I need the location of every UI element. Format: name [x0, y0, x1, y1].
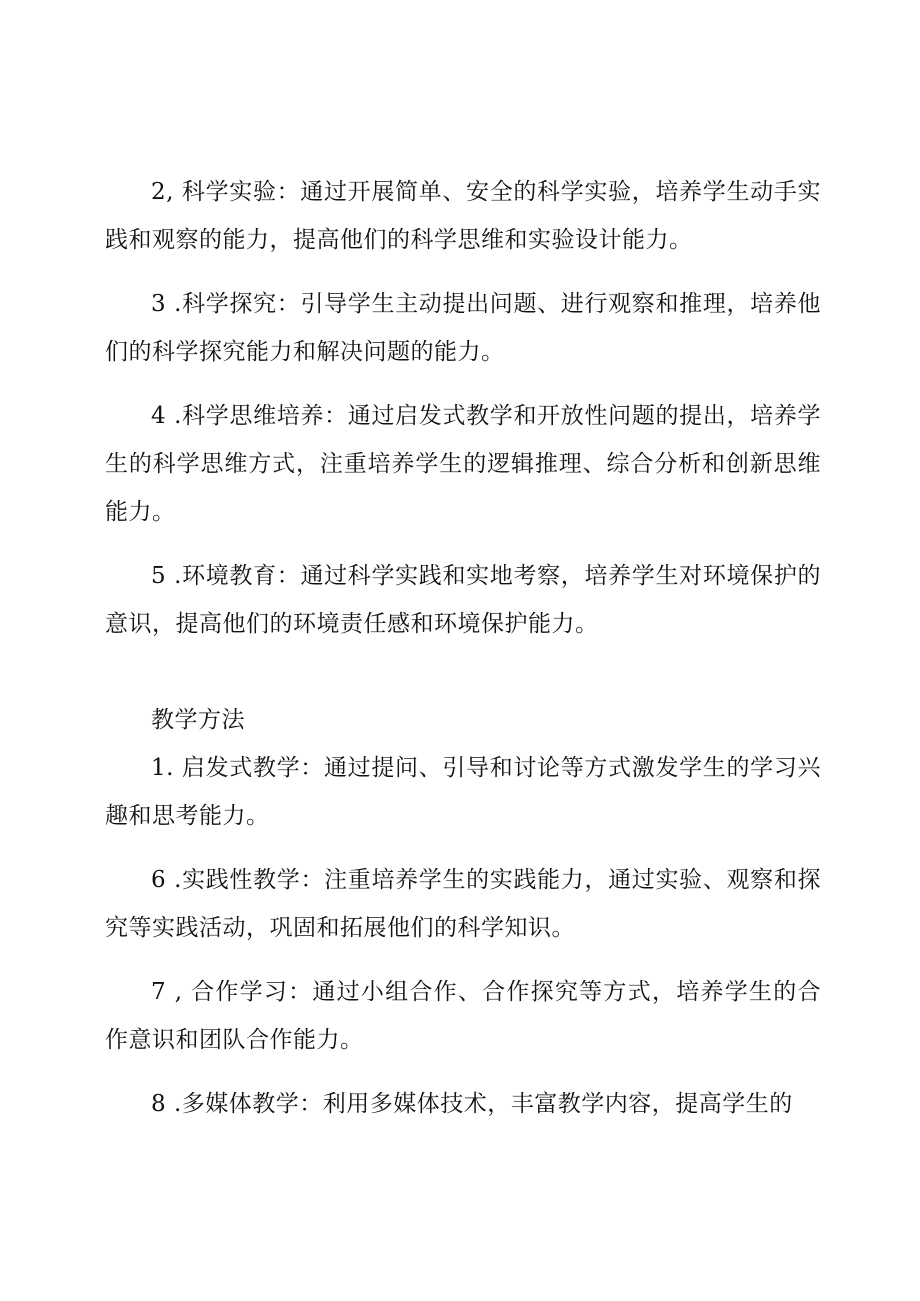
paragraph-multimedia-teaching: 8 .多媒体教学：利用多媒体技术，丰富教学内容，提高学生的 [151, 1091, 793, 1117]
paragraph-environmental-education: 5 .环境教育：通过科学实践和实地考察，培养学生对环境保护的意识，提高他们的环境责任感和环境保护能力。 [105, 563, 821, 637]
paragraph-science-experiment: 2, 科学实验：通过开展简单、安全的科学实验，培养学生动手实践和观察的能力，提高他们的科学思维和实验设计能力。 [105, 179, 821, 253]
paragraph-practical-teaching: 6 .实践性教学：注重培养学生的实践能力，通过实验、观察和探究等实践活动，巩固和拓展他们的科学知识。 [105, 867, 821, 941]
paragraph-science-inquiry: 3 .科学探究：引导学生主动提出问题、进行观察和推理，培养他们的科学探究能力和解决问题的能力。 [105, 291, 821, 365]
section-title-teaching-methods: 教学方法 [151, 707, 245, 733]
paragraph-cooperative-learning: 7 , 合作学习：通过小组合作、合作探究等方式，培养学生的合作意识和团队合作能力。 [105, 979, 821, 1053]
document-body [105, 168, 821, 1144]
paragraph-scientific-thinking: 4 .科学思维培养：通过启发式教学和开放性问题的提出，培养学生的科学思维方式，注重培养学生的逻辑推理、综合分析和创新思维能力。 [105, 403, 821, 525]
paragraph-heuristic-teaching: 1. 启发式教学：通过提问、引导和讨论等方式激发学生的学习兴趣和思考能力。 [105, 755, 821, 829]
